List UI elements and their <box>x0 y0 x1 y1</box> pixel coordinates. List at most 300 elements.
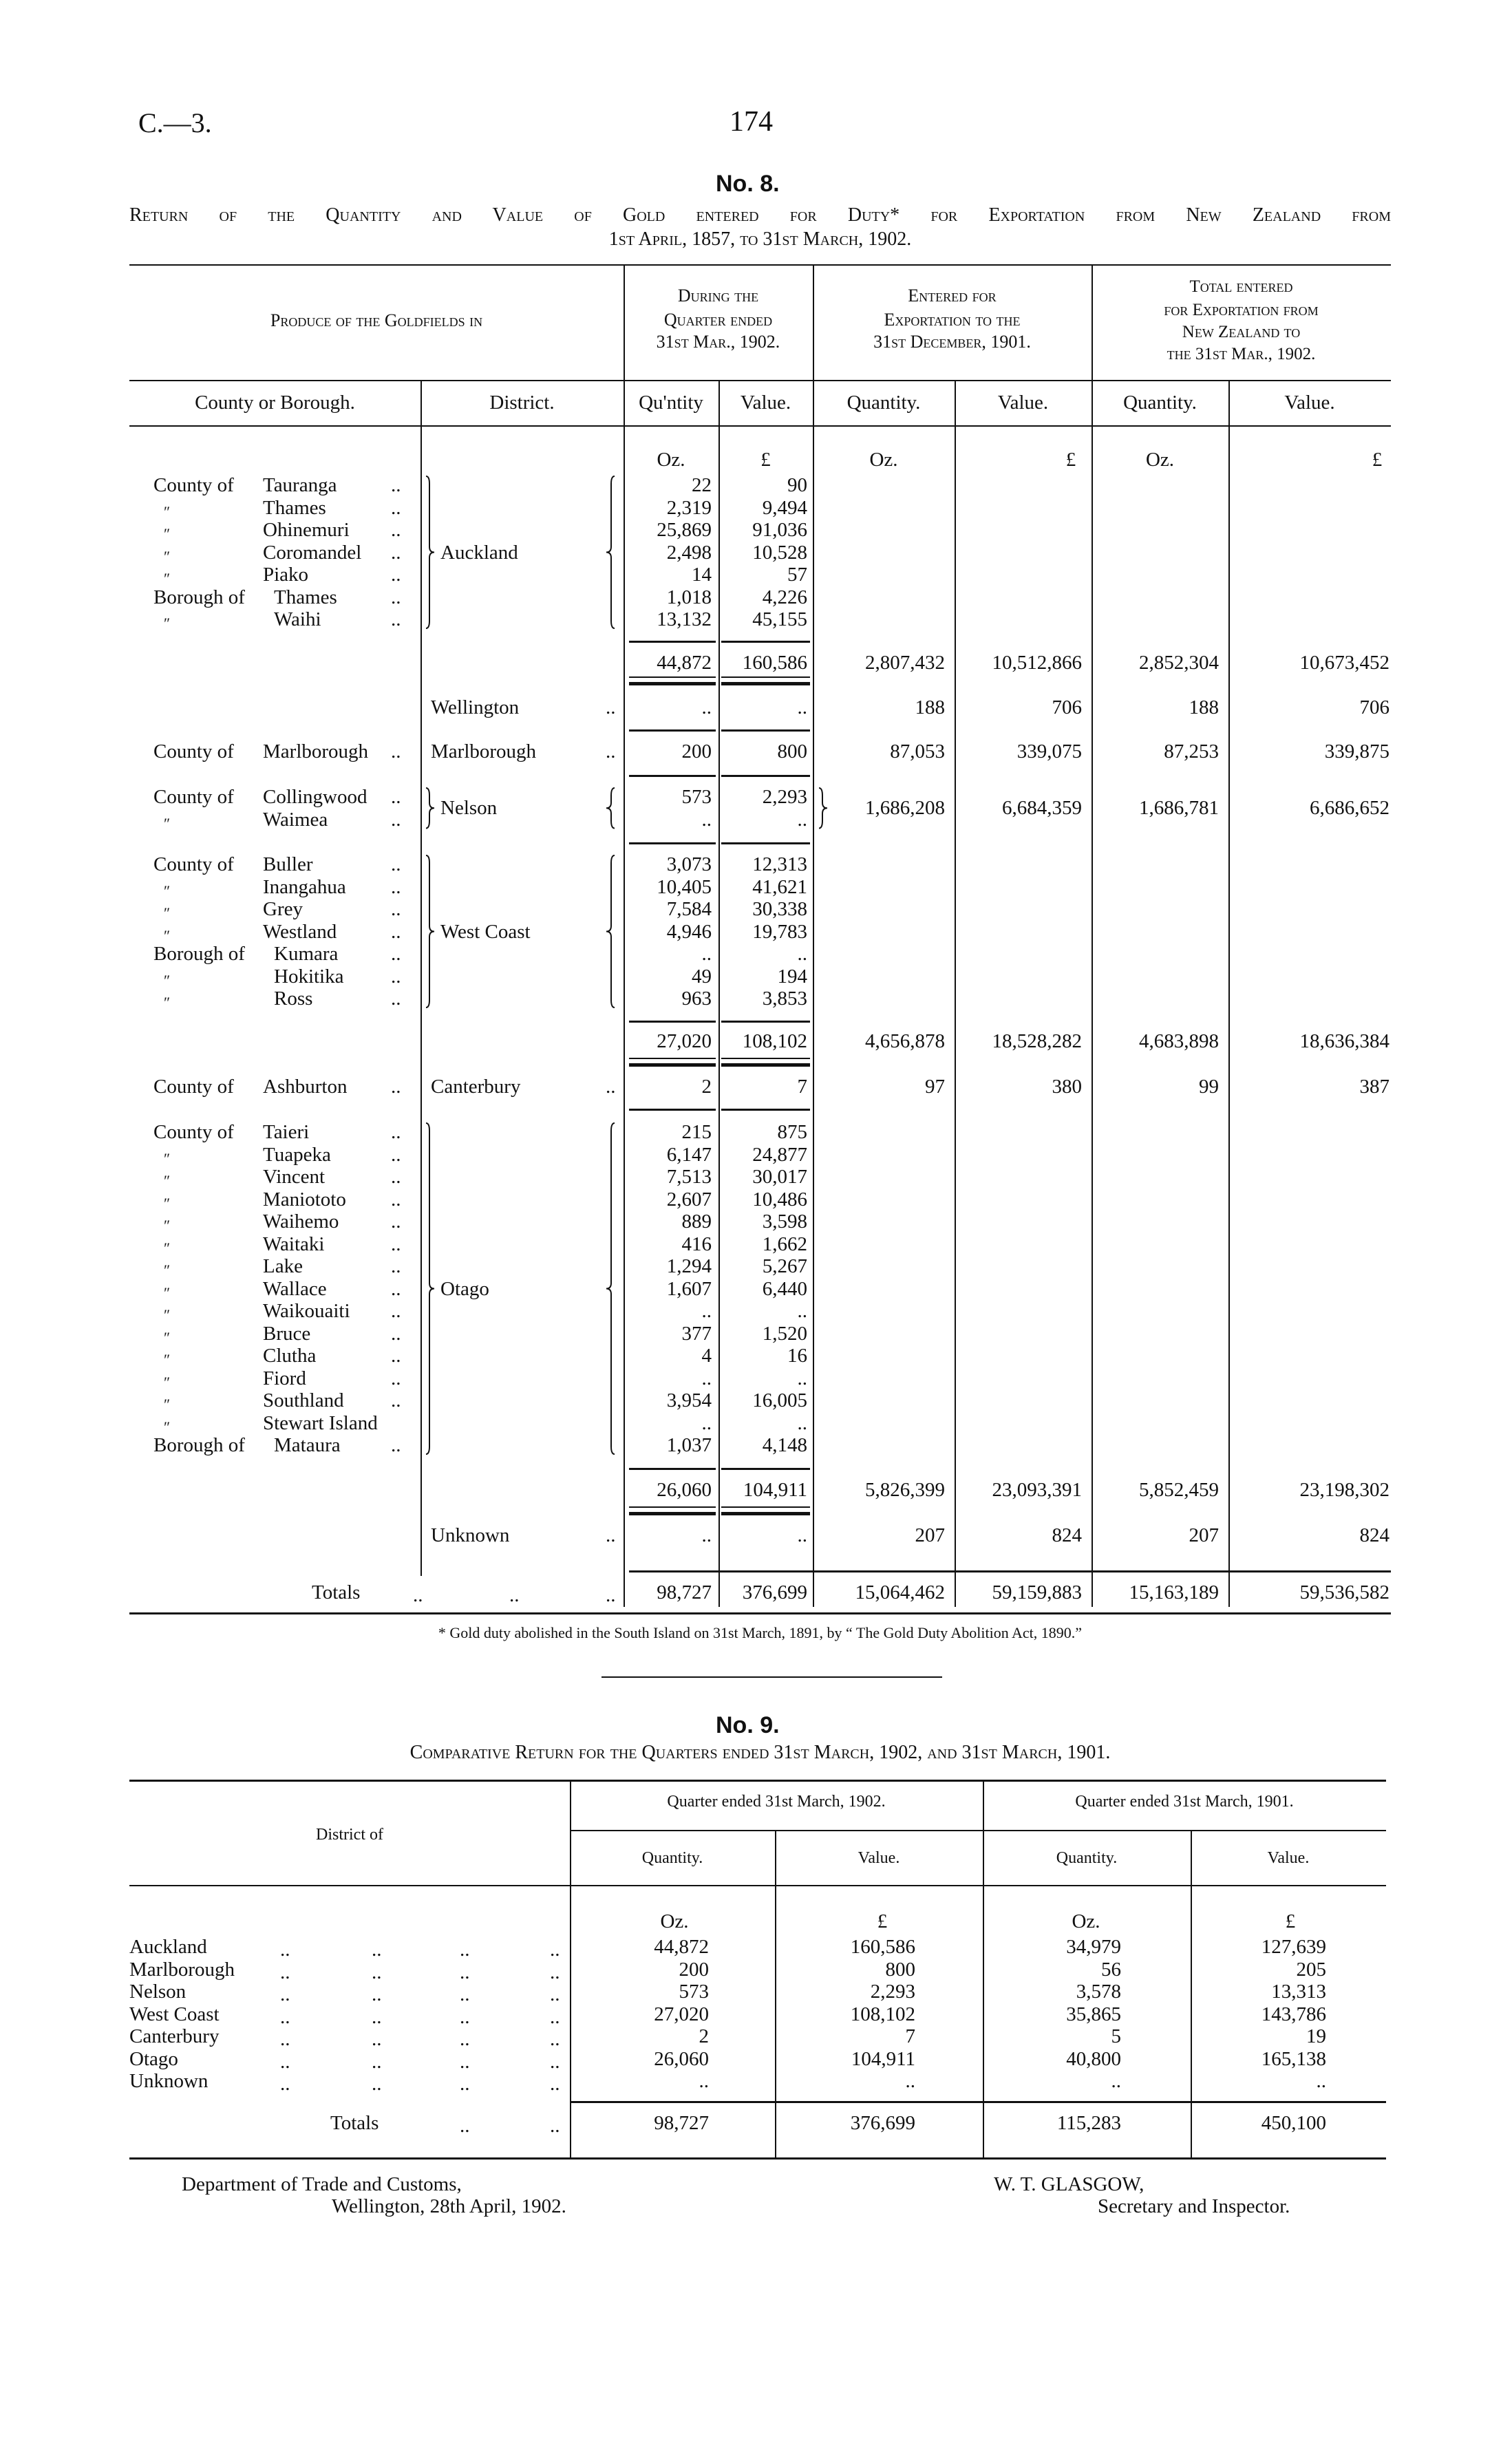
q2-qty-cell: .. <box>1111 2070 1121 2092</box>
total-entered-value: 10,673,452 <box>1299 652 1389 674</box>
leader-dots: .. <box>460 1961 470 1983</box>
subtotal-quantity: 27,020 <box>657 1030 712 1052</box>
quarter-quantity: 2,498 <box>666 541 712 564</box>
quarter-quantity: 7,513 <box>666 1166 712 1188</box>
county-name: Ross <box>274 988 313 1010</box>
county-name: Marlborough <box>263 740 369 763</box>
quarter-value: .. <box>797 1524 807 1546</box>
subtotal-rule <box>721 1468 810 1470</box>
total-entered-quantity: 87,253 <box>1164 740 1219 763</box>
table-bottom-rule <box>129 1612 1391 1614</box>
leader-dots: .. <box>550 2050 560 2073</box>
leader-dots: .. <box>391 1300 401 1322</box>
double-rule <box>629 1063 716 1067</box>
q2-value-cell: 19 <box>1306 2025 1326 2047</box>
quarter-quantity: 200 <box>681 740 712 763</box>
column-divider <box>1228 380 1230 1607</box>
leader-dots: .. <box>413 1584 423 1606</box>
entered-quantity: 1,686,208 <box>865 797 945 820</box>
double-rule <box>721 1063 810 1067</box>
leader-dots: .. <box>460 2028 470 2050</box>
brace-icon <box>818 787 828 829</box>
q2-value-cell: 205 <box>1296 1958 1326 1981</box>
entered-quantity: 2,807,432 <box>865 652 945 674</box>
brace-icon <box>606 1122 615 1455</box>
subtotal-rule <box>721 1021 810 1023</box>
county-name: Southland <box>263 1389 344 1411</box>
total-entered-quantity: 2,852,304 <box>1139 652 1219 674</box>
leader-dots: .. <box>606 696 616 718</box>
q2-value-cell: 13,313 <box>1271 1981 1326 2003</box>
leader-dots: .. <box>606 1584 616 1606</box>
q2-qty-cell: 5 <box>1111 2025 1121 2047</box>
q1-value-cell: .. <box>905 2070 915 2092</box>
quarter-quantity: .. <box>701 1367 712 1389</box>
table-9-title: Comparative Return for the Quarters ended 31st March, 1902, and 31st March, 1901. <box>409 1742 1111 1763</box>
leader-dots: .. <box>391 608 401 630</box>
leader-dots: .. <box>391 875 401 898</box>
total-entered-value: 387 <box>1359 1076 1389 1098</box>
unit-ounces: Oz. <box>660 1910 689 1932</box>
ditto-mark: ″ <box>164 1396 171 1413</box>
double-rule <box>721 1512 810 1515</box>
double-rule <box>629 682 716 685</box>
ditto-mark: ″ <box>164 1149 171 1167</box>
subtotal-rule <box>629 1021 716 1023</box>
q2-value-cell: 165,138 <box>1261 2047 1326 2070</box>
quarter-value: .. <box>797 1411 807 1434</box>
q1-qty-cell: 26,060 <box>654 2047 709 2070</box>
quarter-quantity: 1,018 <box>666 586 712 608</box>
leader-dots: .. <box>391 1188 401 1211</box>
quarter-quantity: .. <box>701 1524 712 1546</box>
section-rule <box>721 729 810 732</box>
county-prefix: County of <box>153 1076 234 1098</box>
entered-value: 824 <box>1052 1524 1082 1546</box>
subtotal-rule <box>629 1468 716 1470</box>
quarter-quantity: 573 <box>681 786 712 808</box>
quarter-quantity: 10,405 <box>657 875 712 898</box>
quarter-value: 1,520 <box>762 1322 807 1345</box>
county-name: Ohinemuri <box>263 519 350 541</box>
leader-dots: .. <box>460 2115 470 2137</box>
header-bottom-rule <box>129 1885 1386 1886</box>
leader-dots: .. <box>391 519 401 541</box>
county-name: Tuapeka <box>263 1143 331 1166</box>
unit-ounces: Oz. <box>1072 1910 1100 1932</box>
q2-qty-cell: 3,578 <box>1076 1981 1121 2003</box>
grand-total-value: 59,536,582 <box>1299 1581 1389 1603</box>
leader-dots: .. <box>509 1584 520 1606</box>
county-name: Buller <box>263 853 313 875</box>
header-quarter-value: Value. <box>740 392 791 414</box>
leader-dots: .. <box>391 474 401 496</box>
footer-signatory: W. T. GLASGOW, <box>994 2173 1144 2195</box>
quarter-value: 194 <box>777 965 807 988</box>
double-rule <box>629 1506 716 1508</box>
q1-value-cell: 2,293 <box>870 1981 915 2003</box>
section-rule <box>629 842 716 844</box>
quarter-quantity: 13,132 <box>657 608 712 630</box>
district-name: Marlborough <box>431 740 537 763</box>
quarter-quantity: 25,869 <box>657 519 712 541</box>
leader-dots: .. <box>391 943 401 965</box>
header-county-or-borough: County or Borough. <box>195 392 355 414</box>
leader-dots: .. <box>391 853 401 875</box>
quarter-quantity: 1,607 <box>666 1277 712 1300</box>
ditto-mark: ″ <box>164 570 171 587</box>
total-entered-quantity: 5,852,459 <box>1139 1479 1219 1501</box>
leader-dots: .. <box>550 1983 560 2005</box>
unit-pounds: £ <box>1065 449 1076 471</box>
column-divider <box>1191 1830 1192 2157</box>
entered-value: 6,684,359 <box>1002 797 1082 820</box>
ditto-mark: ″ <box>164 1283 171 1301</box>
leader-dots: .. <box>391 1345 401 1367</box>
quarter-value: 57 <box>787 564 807 586</box>
district-name: Canterbury <box>129 2025 220 2047</box>
unit-ounces: Oz. <box>657 449 685 471</box>
q2-value-cell: 127,639 <box>1261 1936 1326 1958</box>
q2-qty-cell: 35,865 <box>1066 2003 1121 2025</box>
quarter-value: .. <box>797 808 807 831</box>
total-q2-qty: 115,283 <box>1056 2112 1121 2134</box>
ditto-mark: ″ <box>164 1306 171 1323</box>
entered-quantity: 188 <box>915 696 945 718</box>
district-name: Auckland <box>129 1936 207 1958</box>
ditto-mark: ″ <box>164 1418 171 1436</box>
q2-value-cell: .. <box>1316 2070 1326 2092</box>
header-during-quarter: 31st Mar., 1902. <box>656 332 780 352</box>
entered-quantity: 4,656,878 <box>865 1030 945 1052</box>
county-prefix: County of <box>153 740 234 763</box>
header-total-entered: the 31st Mar., 1902. <box>1167 345 1316 363</box>
brace-icon <box>425 787 435 829</box>
county-name: Westland <box>263 920 337 943</box>
district-name: Canterbury <box>431 1076 521 1098</box>
ditto-mark: ″ <box>164 814 171 832</box>
district-name: West Coast <box>129 2003 220 2025</box>
total-q1-qty: 98,727 <box>654 2112 709 2134</box>
leader-dots: .. <box>460 2005 470 2028</box>
leader-dots: .. <box>460 2073 470 2095</box>
county-name: Bruce <box>263 1322 311 1345</box>
leader-dots: .. <box>391 1434 401 1456</box>
county-prefix: Borough of <box>153 1434 245 1456</box>
county-name: Vincent <box>263 1166 326 1188</box>
leader-dots: .. <box>391 1389 401 1411</box>
quarter-value: 16 <box>787 1345 807 1367</box>
leader-dots: .. <box>391 496 401 519</box>
q1-value-cell: 7 <box>905 2025 915 2047</box>
leader-dots: .. <box>606 1076 616 1098</box>
county-prefix: County of <box>153 786 234 808</box>
header-entered-for-exportation: Entered for <box>908 286 997 306</box>
leader-dots: .. <box>391 1277 401 1300</box>
subtotal-value: 108,102 <box>742 1030 807 1052</box>
quarter-value: 10,486 <box>752 1188 807 1211</box>
leader-dots: .. <box>606 1524 616 1546</box>
q2-value-cell: 143,786 <box>1261 2003 1326 2025</box>
header-top-rule <box>129 1780 1386 1782</box>
leader-dots: .. <box>460 1939 470 1961</box>
footer-location-date: Wellington, 28th April, 1902. <box>332 2195 566 2217</box>
footer-department: Department of Trade and Customs, <box>182 2173 462 2195</box>
unit-pounds: £ <box>1285 1910 1296 1932</box>
leader-dots: .. <box>280 1939 290 1961</box>
entered-value: 706 <box>1052 696 1082 718</box>
entered-quantity: 97 <box>925 1076 945 1098</box>
quarter-value: 30,338 <box>752 898 807 920</box>
grand-total-entered-quantity: 15,064,462 <box>855 1581 945 1603</box>
header-during-quarter: Quarter ended <box>663 310 773 330</box>
double-rule <box>721 1058 810 1059</box>
county-name: Tauranga <box>263 474 337 496</box>
county-name: Clutha <box>263 1345 317 1367</box>
total-entered-quantity: 188 <box>1189 696 1219 718</box>
entered-value: 380 <box>1052 1076 1082 1098</box>
table-bottom-rule <box>129 2157 1386 2160</box>
header-quarter-1902: Quarter ended 31st March, 1902. <box>667 1793 886 1811</box>
quarter-quantity: 1,294 <box>666 1255 712 1277</box>
section-rule <box>721 1109 810 1111</box>
header-mid-rule <box>624 380 1391 381</box>
quarter-quantity: .. <box>701 808 712 831</box>
quarter-quantity: .. <box>701 943 712 965</box>
header-entered-value: Value. <box>997 392 1049 414</box>
totals-label: Totals <box>312 1581 361 1603</box>
leader-dots: .. <box>391 541 401 564</box>
column-divider <box>624 264 625 1607</box>
quarter-quantity: 377 <box>681 1322 712 1345</box>
district-name: Otago <box>440 1277 489 1300</box>
leader-dots: .. <box>280 2028 290 2050</box>
district-name: Wellington <box>431 696 520 718</box>
quarter-quantity: 2,607 <box>666 1188 712 1211</box>
header-quantity-1901: Quantity. <box>1056 1849 1118 1867</box>
ditto-mark: ″ <box>164 502 171 520</box>
quarter-value: .. <box>797 1367 807 1389</box>
quarter-value: .. <box>797 696 807 718</box>
total-entered-value: 824 <box>1359 1524 1389 1546</box>
ditto-mark: ″ <box>164 882 171 899</box>
q1-value-cell: 104,911 <box>851 2047 915 2070</box>
ditto-mark: ″ <box>164 971 171 989</box>
header-value-1901: Value. <box>1267 1849 1310 1867</box>
header-entered-quantity: Quantity. <box>846 392 921 414</box>
ditto-mark: ″ <box>164 1239 171 1257</box>
county-prefix: Borough of <box>153 943 245 965</box>
header-bottom-rule <box>129 425 1391 427</box>
section-divider <box>601 1676 942 1678</box>
q1-qty-cell: 200 <box>679 1958 709 1981</box>
header-district-of: District of <box>316 1826 383 1844</box>
entered-quantity: 5,826,399 <box>865 1479 945 1501</box>
section-rule <box>629 729 716 732</box>
quarter-value: 91,036 <box>752 519 807 541</box>
q1-qty-cell: .. <box>699 2070 709 2092</box>
quarter-value: 4,148 <box>762 1434 807 1456</box>
district-name: Marlborough <box>129 1958 235 1981</box>
leader-dots: .. <box>372 1961 382 1983</box>
leader-dots: .. <box>372 2050 382 2073</box>
q1-value-cell: 800 <box>885 1958 915 1981</box>
q1-qty-cell: 44,872 <box>654 1936 709 1958</box>
totals-rule <box>570 2101 1386 2103</box>
county-prefix: Borough of <box>153 586 245 608</box>
county-name: Collingwood <box>263 786 368 808</box>
brace-icon <box>606 476 615 629</box>
quarter-value: .. <box>797 943 807 965</box>
q1-qty-cell: 2 <box>699 2025 709 2047</box>
header-total-value: Value. <box>1284 392 1335 414</box>
leader-dots: .. <box>391 1322 401 1345</box>
county-name: Maniototo <box>263 1188 346 1211</box>
quarter-value: 3,853 <box>762 988 807 1010</box>
county-name: Thames <box>274 586 337 608</box>
ditto-mark: ″ <box>164 994 171 1011</box>
district-name: Unknown <box>129 2070 209 2092</box>
section-rule <box>721 775 810 777</box>
unit-pounds: £ <box>877 1910 888 1932</box>
ditto-mark: ″ <box>164 1373 171 1391</box>
total-entered-value: 6,686,652 <box>1310 797 1389 820</box>
table-9-heading: No. 9. <box>716 1712 780 1738</box>
quarter-value: 2,293 <box>762 786 807 808</box>
quarter-quantity: 1,037 <box>666 1434 712 1456</box>
header-produce: Produce of the Goldfields in <box>270 310 483 330</box>
quarter-value: 4,226 <box>762 586 807 608</box>
leader-dots: .. <box>391 586 401 608</box>
quarter-value: 6,440 <box>762 1277 807 1300</box>
subtotal-value: 160,586 <box>742 652 807 674</box>
quarter-quantity: .. <box>701 1411 712 1434</box>
total-entered-quantity: 1,686,781 <box>1139 797 1219 820</box>
header-total-entered: New Zealand to <box>1182 323 1301 341</box>
quarter-quantity: 22 <box>692 474 712 496</box>
ditto-mark: ″ <box>164 615 171 632</box>
ditto-mark: ″ <box>164 547 171 565</box>
leader-dots: .. <box>606 740 616 763</box>
section-rule <box>629 1109 716 1111</box>
county-name: Mataura <box>274 1434 341 1456</box>
quarter-value: 30,017 <box>752 1166 807 1188</box>
double-rule <box>721 1506 810 1508</box>
quarter-quantity: 49 <box>692 965 712 988</box>
county-name: Waihemo <box>263 1211 339 1233</box>
district-name: Unknown <box>431 1524 510 1546</box>
quarter-value: 5,267 <box>762 1255 807 1277</box>
leader-dots: .. <box>550 2028 560 2050</box>
unit-pounds: £ <box>760 449 771 471</box>
ditto-mark: ″ <box>164 1328 171 1346</box>
district-name: Nelson <box>129 1981 187 2003</box>
column-divider <box>570 1780 571 2157</box>
leader-dots: .. <box>391 786 401 808</box>
quarter-value: 45,155 <box>752 608 807 630</box>
ditto-mark: ″ <box>164 1261 171 1279</box>
entered-value: 339,075 <box>1016 740 1082 763</box>
county-name: Wallace <box>263 1277 327 1300</box>
column-divider <box>718 380 720 1607</box>
table-8-heading: No. 8. <box>716 171 780 197</box>
quarter-quantity: 963 <box>681 988 712 1010</box>
q1-value-cell: 108,102 <box>850 2003 915 2025</box>
ditto-mark: ″ <box>164 1351 171 1368</box>
leader-dots: .. <box>391 920 401 943</box>
ditto-mark: ″ <box>164 904 171 921</box>
county-prefix: County of <box>153 1121 234 1143</box>
section-rule <box>629 775 716 777</box>
leader-dots: .. <box>460 1983 470 2005</box>
ditto-mark: ″ <box>164 1172 171 1189</box>
ditto-mark: ″ <box>164 1194 171 1212</box>
brace-icon <box>606 855 615 1008</box>
brace-icon <box>425 1122 435 1455</box>
header-top-rule <box>129 264 1391 266</box>
quarter-quantity: .. <box>701 696 712 718</box>
leader-dots: .. <box>372 2005 382 2028</box>
leader-dots: .. <box>550 2005 560 2028</box>
leader-dots: .. <box>391 1143 401 1166</box>
total-entered-value: 339,875 <box>1324 740 1389 763</box>
county-name: Piako <box>263 564 309 586</box>
quarter-value: 10,528 <box>752 541 807 564</box>
county-name: Lake <box>263 1255 303 1277</box>
grand-total-quarter-value: 376,699 <box>742 1581 807 1603</box>
leader-dots: .. <box>550 2073 560 2095</box>
header-total-entered: Total entered <box>1189 277 1293 296</box>
ditto-mark: ″ <box>164 525 171 542</box>
subtotal-value: 104,911 <box>743 1479 807 1501</box>
quarter-quantity: 6,147 <box>666 1143 712 1166</box>
header-mid-rule <box>570 1830 1386 1831</box>
header-mid-rule <box>129 380 624 381</box>
county-prefix: County of <box>153 474 234 496</box>
leader-dots: .. <box>550 1961 560 1983</box>
q2-qty-cell: 34,979 <box>1066 1936 1121 1958</box>
county-name: Coromandel <box>263 541 362 564</box>
county-name: Ashburton <box>263 1076 348 1098</box>
quarter-value: 3,598 <box>762 1211 807 1233</box>
quarter-value: 90 <box>787 474 807 496</box>
header-total-quantity: Quantity. <box>1123 392 1197 414</box>
brace-icon <box>425 855 435 1008</box>
table-8-title-line-1: Return of the Quantity and Value of Gold entered for Duty* for Exportation from New Zealand from <box>129 204 1391 226</box>
subtotal-rule <box>629 641 716 643</box>
leader-dots: .. <box>391 898 401 920</box>
ditto-mark: ″ <box>164 1217 171 1234</box>
total-entered-quantity: 99 <box>1199 1076 1219 1098</box>
quarter-value: 1,662 <box>762 1233 807 1255</box>
grand-total-quantity: 15,163,189 <box>1129 1581 1219 1603</box>
quarter-quantity: 215 <box>681 1121 712 1143</box>
column-divider <box>955 380 956 1607</box>
county-name: Thames <box>263 496 326 519</box>
leader-dots: .. <box>280 1983 290 2005</box>
leader-dots: .. <box>280 2073 290 2095</box>
double-rule <box>629 1058 716 1059</box>
totals-label: Totals <box>330 2112 379 2134</box>
leader-dots: .. <box>280 2005 290 2028</box>
quarter-value: 875 <box>777 1121 807 1143</box>
leader-dots: .. <box>391 564 401 586</box>
county-name: Stewart Island <box>263 1411 378 1434</box>
ditto-mark: ″ <box>164 926 171 944</box>
total-entered-quantity: 207 <box>1189 1524 1219 1546</box>
quarter-quantity: 3,954 <box>666 1389 712 1411</box>
quarter-value: 800 <box>777 740 807 763</box>
